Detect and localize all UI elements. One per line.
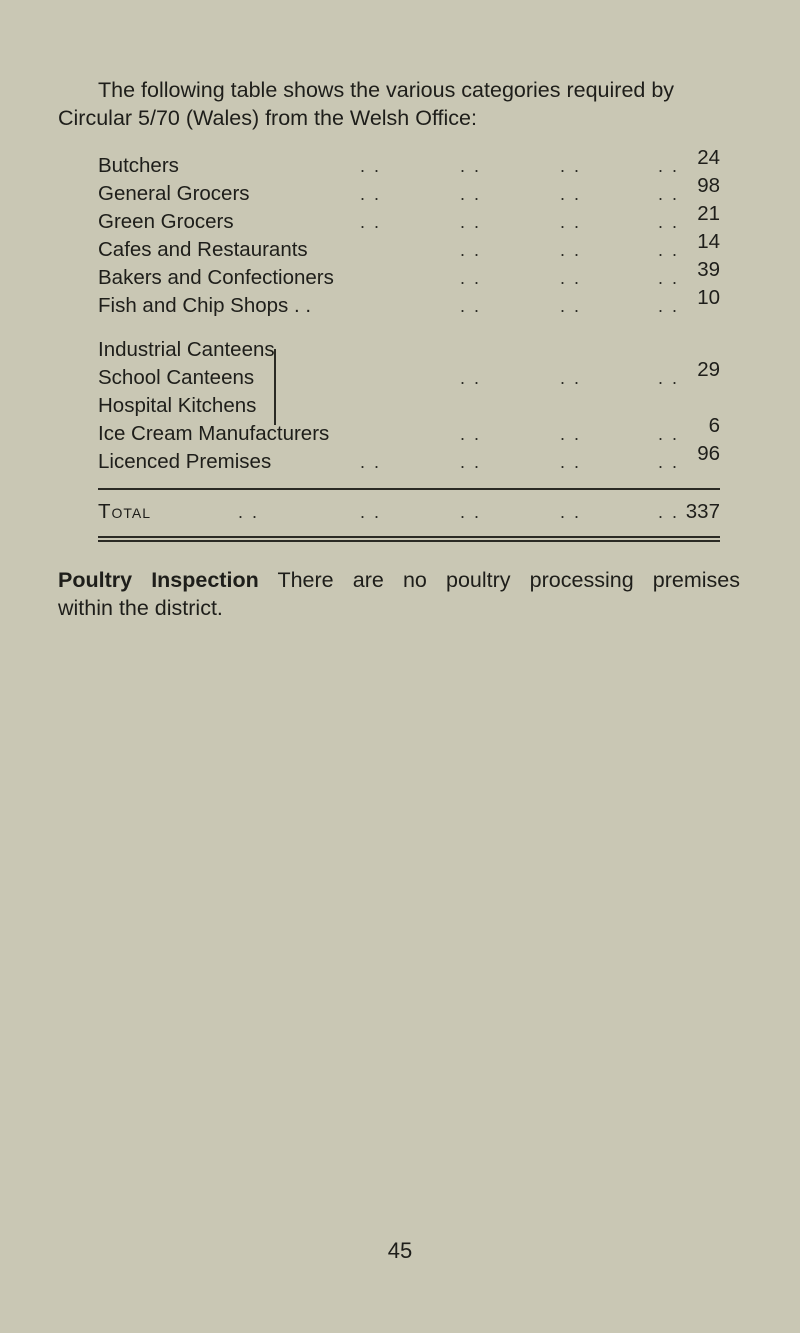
leader-dots: . . <box>360 184 382 204</box>
category-label: Butchers <box>98 154 179 177</box>
leader-dots: . . <box>460 240 482 260</box>
poultry-line-2: within the district. <box>58 596 223 620</box>
poultry-heading: Poultry Inspection <box>58 568 259 592</box>
poultry-line-1 <box>58 566 740 594</box>
category-row <box>98 230 720 264</box>
category-row <box>98 174 720 208</box>
leader-dots: . . <box>360 212 382 232</box>
leader-dots: . . <box>658 296 680 316</box>
leader-dots: . . <box>658 212 680 232</box>
leader-dots: . . <box>560 240 582 260</box>
page-number: 45 <box>387 1238 413 1263</box>
category-label: Ice Cream Manufacturers <box>98 422 330 445</box>
group-brace <box>266 349 276 425</box>
intro-line-2: Circular 5/70 (Wales) from the Welsh Office: <box>58 106 477 130</box>
category-value: 6 <box>708 414 720 437</box>
leader-dots: . . <box>658 424 680 444</box>
leader-dots: . . <box>460 368 482 388</box>
grouped-label: Industrial Canteens <box>98 338 275 361</box>
grouped-value: 29 <box>697 358 720 381</box>
rule-below-total-1 <box>98 536 720 538</box>
leader-dots: . . <box>360 502 382 522</box>
total-row <box>98 498 720 526</box>
leader-dots: . . <box>460 212 482 232</box>
category-label: Licenced Premises <box>98 450 272 473</box>
leader-dots: . . <box>658 452 680 472</box>
leader-dots: . . <box>360 156 382 176</box>
category-value: 14 <box>697 230 720 253</box>
leader-dots: . . <box>658 240 680 260</box>
grouped-row <box>98 336 720 364</box>
intro-paragraph <box>58 76 758 132</box>
category-row <box>98 414 720 448</box>
leader-dots: . . <box>560 296 582 316</box>
leader-dots: . . <box>560 368 582 388</box>
rule-below-total-2 <box>98 540 720 542</box>
grouped-row <box>98 392 720 420</box>
category-label: Bakers and Confectioners <box>98 266 334 289</box>
total-value: 337 <box>685 500 720 523</box>
leader-dots: . . <box>460 452 482 472</box>
grouped-label: School Canteens <box>98 366 255 389</box>
leader-dots: . . <box>560 156 582 176</box>
total-label: Total <box>98 500 152 523</box>
leader-dots: . . <box>460 156 482 176</box>
grouped-label: Hospital Kitchens <box>98 394 257 417</box>
category-value: 24 <box>697 146 720 169</box>
category-label: Cafes and Restaurants <box>98 238 308 261</box>
leader-dots: . . <box>560 424 582 444</box>
category-row <box>98 258 720 292</box>
poultry-text-1: There are no poultry processing premises <box>277 568 740 592</box>
leader-dots: . . <box>460 296 482 316</box>
rule-above-total <box>98 488 720 490</box>
leader-dots: . . <box>460 502 482 522</box>
grouped-row <box>98 358 720 392</box>
leader-dots: . . <box>460 268 482 288</box>
leader-dots: . . <box>658 268 680 288</box>
category-row <box>98 202 720 236</box>
category-row <box>98 146 720 180</box>
leader-dots: . . <box>560 184 582 204</box>
leader-dots: . . <box>560 502 582 522</box>
leader-dots: . . <box>658 184 680 204</box>
poultry-paragraph <box>58 566 740 622</box>
category-row <box>98 442 720 476</box>
leader-dots: . . <box>658 502 680 522</box>
category-value: 96 <box>697 442 720 465</box>
category-row <box>98 286 720 320</box>
leader-dots: . . <box>560 452 582 472</box>
leader-dots: . . <box>460 184 482 204</box>
leader-dots: . . <box>658 156 680 176</box>
leader-dots: . . <box>560 268 582 288</box>
category-label: Fish and Chip Shops . . <box>98 294 312 317</box>
category-value: 39 <box>697 258 720 281</box>
leader-dots: . . <box>360 452 382 472</box>
category-value: 98 <box>697 174 720 197</box>
leader-dots: . . <box>658 368 680 388</box>
category-value: 21 <box>697 202 720 225</box>
intro-line-1: The following table shows the various categories required by <box>98 78 675 102</box>
category-label: General Grocers <box>98 182 250 205</box>
category-value: 10 <box>697 286 720 309</box>
leader-dots: . . <box>560 212 582 232</box>
category-label: Green Grocers <box>98 210 234 233</box>
leader-dots: . . <box>460 424 482 444</box>
leader-dots: . . <box>238 502 260 522</box>
